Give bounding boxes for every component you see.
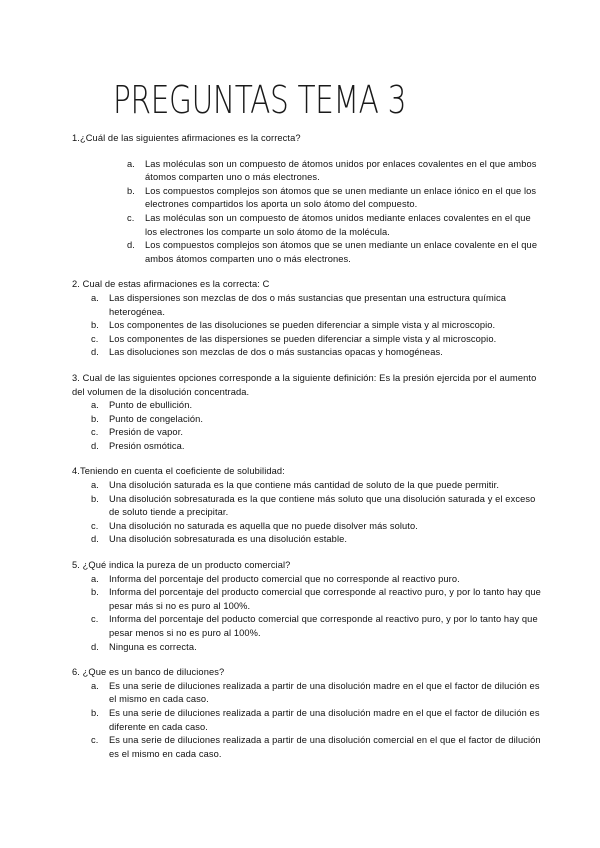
option-text: Las disoluciones son mezclas de dos o más sustancias opacas y homogéneas. [109, 347, 443, 358]
option-item [91, 413, 542, 427]
question-3 [72, 372, 542, 454]
option-letter: b. [127, 185, 135, 196]
option-item [91, 319, 542, 333]
option-item [91, 479, 542, 493]
question-1 [72, 132, 542, 266]
option-list [91, 479, 542, 547]
option-item [127, 158, 542, 185]
question-text: 6. ¿Que es un banco de diluciones? [72, 667, 225, 678]
option-text: Una disolución saturada es la que contiene más cantidad de soluto de la que puede permitir. [109, 480, 500, 491]
option-list [127, 158, 542, 267]
option-text: Las dispersiones son mezclas de dos o más sustancias que presentan una estructura química heterogénea. [109, 292, 506, 317]
option-list [91, 292, 542, 360]
option-letter: d. [127, 240, 135, 251]
option-text: Presión de vapor. [109, 427, 184, 438]
option-letter: a. [91, 680, 99, 691]
option-list [91, 680, 542, 762]
option-letter: c. [91, 735, 99, 746]
question-4 [72, 465, 542, 547]
option-item [91, 493, 542, 520]
option-item [91, 680, 542, 707]
option-item [91, 333, 542, 347]
question-text: 1.¿Cuál de las siguientes afirmaciones es la correcta? [72, 133, 301, 143]
option-text: Punto de congelación. [109, 413, 204, 424]
option-letter: c. [91, 520, 99, 531]
option-letter: c. [91, 427, 99, 438]
option-letter: b. [91, 493, 99, 504]
option-text: Punto de ebullición. [109, 400, 193, 411]
option-letter: b. [91, 707, 99, 718]
option-text: Es una serie de diluciones realizada a partir de una disolución madre en el que el factor de dilución es diferente en cada caso. [109, 707, 540, 732]
option-letter: c. [127, 212, 135, 223]
option-text: Una disolución no saturada es aquella que no puede disolver más soluto. [109, 520, 418, 531]
option-text: Los compuestos complejos son átomos que se unen mediante un enlace covalente en el que ambos átomos comparten uno o más electrones. [145, 240, 538, 264]
option-text: Los compuestos complejos son átomos que se unen mediante un enlace iónico en el que los electrones compartidos los aporta un solo átomo del compuesto. [145, 185, 537, 210]
option-letter: b. [91, 413, 99, 424]
option-text: Una disolución sobresaturada es la que contiene más soluto que una disolución saturada y el exceso de soluto tiende a precipitar. [109, 493, 536, 518]
option-list [91, 573, 542, 655]
option-letter: a. [127, 158, 135, 169]
question-list [72, 132, 542, 773]
option-item [127, 212, 542, 239]
option-item [91, 292, 542, 319]
question-5 [72, 559, 542, 654]
option-letter: a. [91, 292, 99, 303]
option-item [91, 734, 542, 761]
option-letter: c. [91, 614, 99, 625]
option-text: Una disolución sobresaturada es una disolución estable. [109, 534, 348, 545]
option-text: Informa del porcentaje del poducto comercial que corresponde al reactivo puro, y por lo tanto hay que pesar menos si no es puro al 100%. [109, 614, 538, 638]
option-letter: b. [91, 587, 99, 598]
option-text: Es una serie de diluciones realizada a partir de una disolución comercial en el que el factor de dilución es el mismo en cada caso. [109, 735, 541, 759]
option-letter: d. [91, 347, 99, 358]
option-item [91, 440, 542, 454]
page-title: PREGUNTAS TEMA 3 [113, 78, 407, 122]
option-letter: a. [91, 573, 99, 584]
option-item [127, 239, 542, 266]
option-item [91, 573, 542, 587]
option-item [127, 185, 542, 212]
option-letter: b. [91, 320, 99, 331]
option-list [91, 399, 542, 453]
option-item [91, 641, 542, 655]
question-text: 3. Cual de las siguientes opciones corresponde a la siguiente definición: Es la presión ejercida por el aumento del volumen de la disolución concentrada. [72, 372, 537, 397]
question-text: 5. ¿Qué indica la pureza de un producto comercial? [72, 560, 291, 571]
option-letter: c. [91, 333, 99, 344]
option-text: Los componentes de las dispersiones se pueden diferenciar a simple vista y al microscopio. [109, 333, 497, 344]
option-text: Informa del porcentaje del producto comercial que no corresponde al reactivo puro. [109, 573, 460, 584]
question-text: 2. Cual de estas afirmaciones es la correcta: C [72, 279, 270, 290]
option-text: Presión osmótica. [109, 440, 185, 451]
option-letter: d. [91, 440, 99, 451]
option-item [91, 586, 542, 613]
option-item [91, 399, 542, 413]
option-text: Es una serie de diluciones realizada a partir de una disolución madre en el que el factor de dilución es el mismo en cada caso. [109, 680, 540, 705]
option-text: Los componentes de las disoluciones se pueden diferenciar a simple vista y al microscopio. [109, 320, 496, 331]
option-text: Las moléculas son un compuesto de átomos unidos por enlaces covalentes en el que ambos átomos comparten uno o más electrones. [145, 158, 537, 183]
option-letter: d. [91, 534, 99, 545]
option-text: Las moléculas son un compuesto de átomos unidos mediante enlaces covalentes en el que los electrones los comparte un solo átomo de la molécula. [145, 212, 531, 237]
option-item [91, 613, 542, 640]
option-item [91, 520, 542, 534]
option-item [91, 346, 542, 360]
option-item [91, 707, 542, 734]
question-text: 4.Teniendo en cuenta el coeficiente de solubilidad: [72, 466, 285, 477]
option-letter: d. [91, 641, 99, 652]
option-letter: a. [91, 400, 99, 411]
option-text: Informa del porcentaje del producto comercial que corresponde al reactivo puro, y por lo tanto hay que pesar más si no es puro al 100%. [109, 587, 541, 611]
option-letter: a. [91, 480, 99, 491]
option-text: Ninguna es correcta. [109, 641, 197, 652]
question-6 [72, 666, 542, 761]
option-item [91, 533, 542, 547]
option-item [91, 426, 542, 440]
question-2 [72, 278, 542, 360]
